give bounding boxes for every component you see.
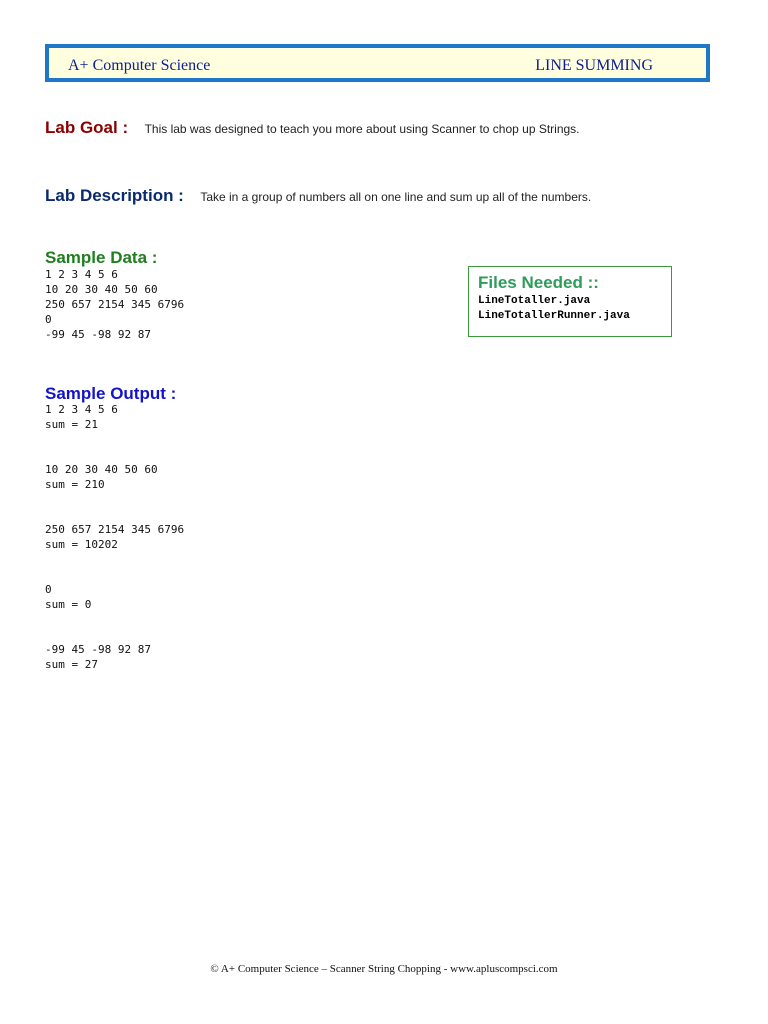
output-input-line: 0 — [45, 583, 52, 596]
sample-data-line: 0 — [45, 313, 52, 326]
output-sum-line: sum = 10202 — [45, 538, 118, 551]
sample-output-group — [45, 522, 184, 552]
sample-output-group — [45, 642, 184, 672]
lab-goal-row — [45, 118, 580, 138]
output-input-line: -99 45 -98 92 87 — [45, 643, 151, 656]
sample-data-line: 1 2 3 4 5 6 — [45, 268, 118, 281]
header-banner — [45, 44, 710, 82]
lab-goal-text: This lab was designed to teach you more about using Scanner to chop up Strings. — [144, 122, 580, 136]
file-item: LineTotaller.java — [478, 295, 591, 307]
sample-output-group — [45, 402, 184, 432]
sample-output-heading-row — [45, 384, 176, 404]
lab-description-text: Take in a group of numbers all on one line and sum up all of the numbers. — [200, 190, 592, 204]
file-item: LineTotallerRunner.java — [478, 310, 630, 322]
output-input-line: 250 657 2154 345 6796 — [45, 523, 185, 536]
sample-data-heading-row — [45, 248, 157, 268]
output-sum-line: sum = 21 — [45, 418, 98, 431]
header-lab-title: LINE SUMMING — [535, 57, 653, 74]
sample-data-block — [45, 267, 184, 342]
output-input-line: 1 2 3 4 5 6 — [45, 403, 118, 416]
lab-description-row — [45, 186, 591, 206]
files-needed-label: Files Needed :: — [478, 273, 599, 292]
output-sum-line: sum = 210 — [45, 478, 105, 491]
lab-description-label: Lab Description : — [45, 186, 184, 205]
page-footer: © A+ Computer Science – Scanner String Chopping - www.apluscompsci.com — [210, 963, 558, 975]
files-needed-list — [478, 294, 630, 324]
header-brand: A+ Computer Science — [68, 57, 211, 74]
files-needed-box — [468, 266, 672, 337]
output-sum-line: sum = 0 — [45, 598, 92, 611]
sample-data-line: 10 20 30 40 50 60 — [45, 283, 158, 296]
output-input-line: 10 20 30 40 50 60 — [45, 463, 158, 476]
sample-output-group — [45, 582, 184, 612]
sample-output-group — [45, 462, 184, 492]
sample-data-label: Sample Data : — [45, 248, 158, 267]
sample-output-block — [45, 402, 184, 702]
sample-output-label: Sample Output : — [45, 384, 177, 403]
output-sum-line: sum = 27 — [45, 658, 98, 671]
sample-data-line: -99 45 -98 92 87 — [45, 328, 151, 341]
sample-data-line: 250 657 2154 345 6796 — [45, 298, 185, 311]
lab-goal-label: Lab Goal : — [45, 118, 129, 137]
